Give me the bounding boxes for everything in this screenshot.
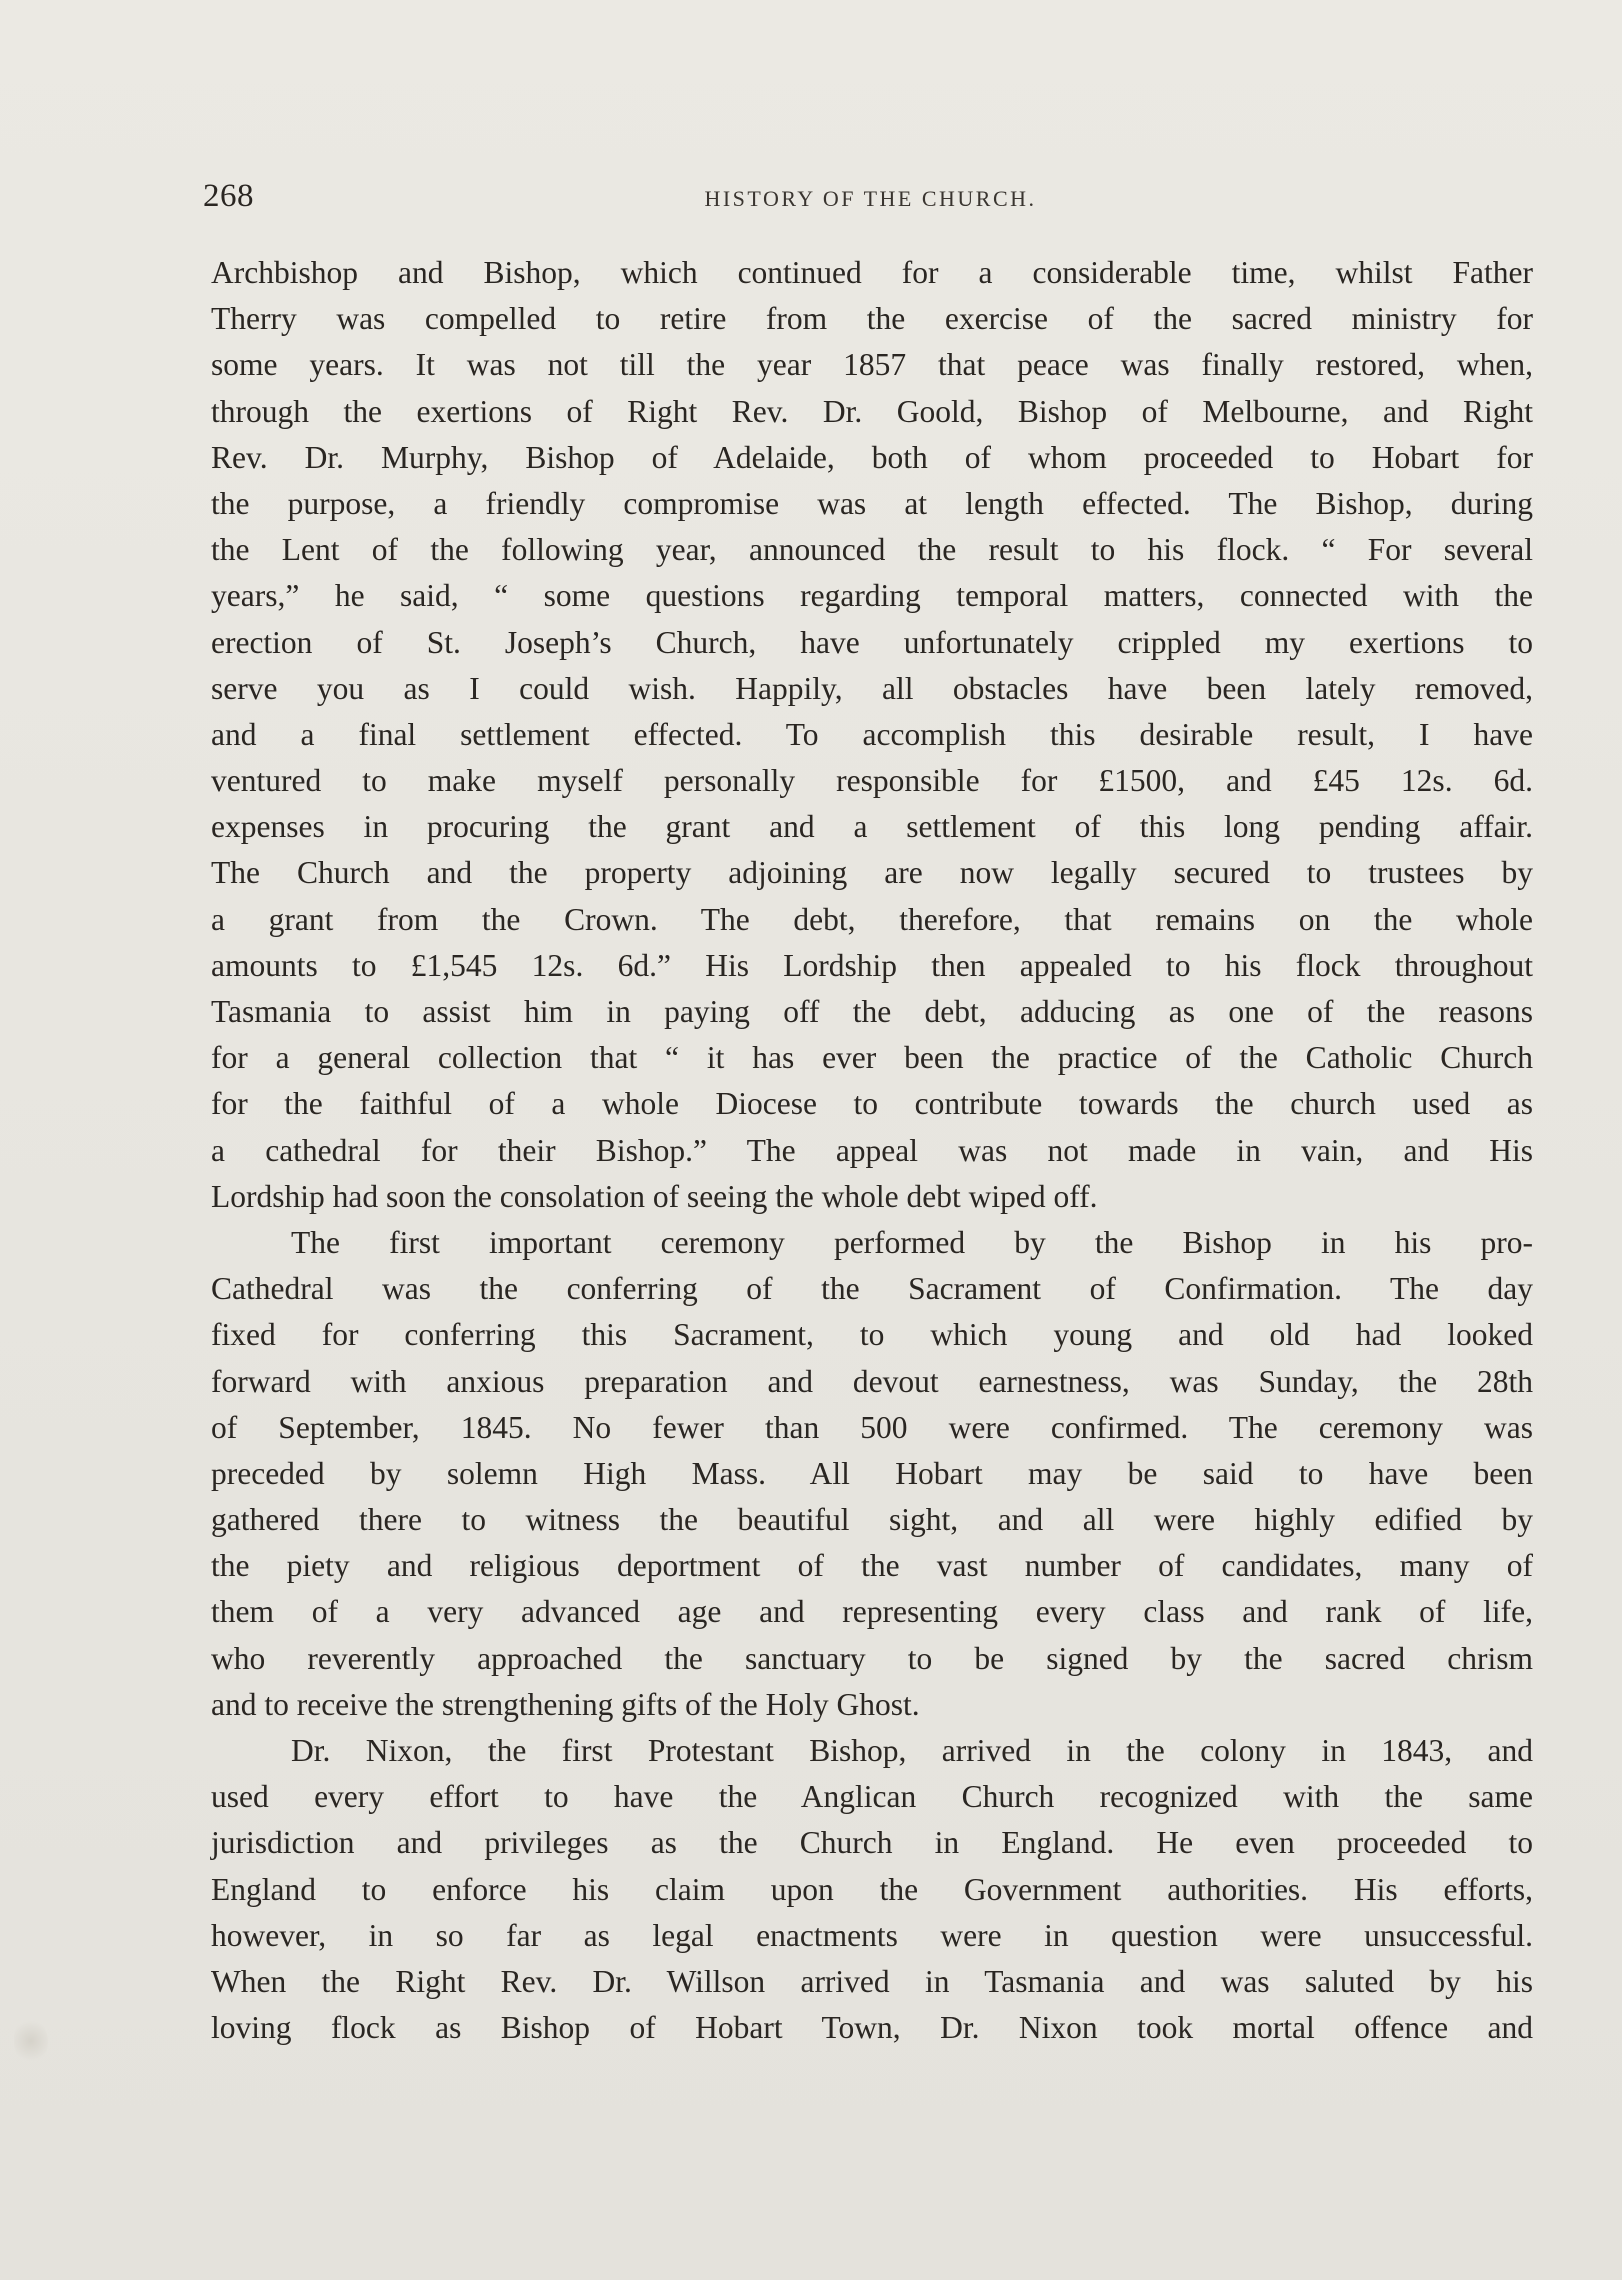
text-line: and a final settlement effected. To accomplish this desirable result, I have bbox=[211, 716, 1533, 752]
text-line: The first important ceremony performed by the Bishop in his pro- bbox=[291, 1224, 1533, 1260]
text-line: however, in so far as legal enactments were in question were unsuccessful. bbox=[211, 1917, 1533, 1953]
text-line: of September, 1845. No fewer than 500 were confirmed. The ceremony was bbox=[211, 1409, 1533, 1445]
text-line: the piety and religious deportment of the vast number of candidates, many of bbox=[211, 1548, 1533, 1584]
text-line: preceded by solemn High Mass. All Hobart may be said to have been bbox=[211, 1455, 1533, 1491]
text-line: Cathedral was the conferring of the Sacrament of Confirmation. The day bbox=[211, 1271, 1533, 1307]
text-line: the Lent of the following year, announced the result to his flock. “ For several bbox=[211, 532, 1533, 568]
text-line: for a general collection that “ it has ever been the practice of the Catholic Church bbox=[211, 1040, 1533, 1076]
text-line: the purpose, a friendly compromise was at length effected. The Bishop, during bbox=[211, 485, 1533, 521]
text-line: years,” he said, “ some questions regarding temporal matters, connected with the bbox=[211, 578, 1533, 614]
running-head: HISTORY OF THE CHURCH. bbox=[704, 186, 1037, 211]
text-line: amounts to £1,545 12s. 6d.” His Lordship then appealed to his flock throughout bbox=[211, 947, 1533, 983]
text-line: Archbishop and Bishop, which continued for a considerable time, whilst Father bbox=[211, 255, 1533, 290]
page-header bbox=[203, 178, 1538, 222]
text-line: for the faithful of a whole Diocese to contribute towards the church used as bbox=[211, 1086, 1533, 1122]
text-line: serve you as I could wish. Happily, all obstacles have been lately removed, bbox=[211, 670, 1533, 706]
text-line: Therry was compelled to retire from the exercise of the sacred ministry for bbox=[211, 301, 1533, 337]
text-line: a grant from the Crown. The debt, therefore, that remains on the whole bbox=[211, 901, 1533, 937]
text-line: a cathedral for their Bishop.” The appeal was not made in vain, and His bbox=[211, 1132, 1533, 1168]
text-line: The Church and the property adjoining are now legally secured to trustees by bbox=[211, 855, 1533, 891]
text-line: who reverently approached the sanctuary to be signed by the sacred chrism bbox=[211, 1640, 1533, 1676]
body-text bbox=[211, 250, 1533, 2051]
text-line: gathered there to witness the beautiful sight, and all were highly edified by bbox=[211, 1502, 1533, 1538]
text-line: and to receive the strengthening gifts of the Holy Ghost. bbox=[211, 1686, 920, 1722]
text-line: through the exertions of Right Rev. Dr. Goold, Bishop of Melbourne, and Right bbox=[211, 393, 1533, 429]
text-line: Rev. Dr. Murphy, Bishop of Adelaide, both of whom proceeded to Hobart for bbox=[211, 439, 1533, 475]
text-line: some years. It was not till the year 1857 that peace was finally restored, when, bbox=[211, 347, 1533, 383]
text-line: Tasmania to assist him in paying off the debt, adducing as one of the reasons bbox=[211, 994, 1533, 1029]
text-line: expenses in procuring the grant and a settlement of this long pending affair. bbox=[211, 809, 1533, 845]
text-line: England to enforce his claim upon the Government authorities. His efforts, bbox=[211, 1871, 1533, 1907]
text-line: Lordship had soon the consolation of seeing the whole debt wiped off. bbox=[211, 1178, 1098, 1214]
text-line: forward with anxious preparation and devout earnestness, was Sunday, the 28th bbox=[211, 1363, 1533, 1399]
text-line: erection of St. Joseph’s Church, have unfortunately crippled my exertions to bbox=[211, 624, 1533, 660]
text-line: ventured to make myself personally responsible for £1500, and £45 12s. 6d. bbox=[211, 763, 1533, 799]
text-line: Dr. Nixon, the first Protestant Bishop, arrived in the colony in 1843, and bbox=[291, 1733, 1533, 1768]
text-line: jurisdiction and privileges as the Church in England. He even proceeded to bbox=[211, 1825, 1533, 1861]
text-line: loving flock as Bishop of Hobart Town, Dr. Nixon took mortal offence and bbox=[211, 2010, 1533, 2046]
paper-blemish bbox=[14, 2018, 48, 2064]
page-number: 268 bbox=[203, 178, 254, 214]
text-line: When the Right Rev. Dr. Willson arrived in Tasmania and was saluted by his bbox=[211, 1963, 1533, 1999]
text-line: fixed for conferring this Sacrament, to which young and old had looked bbox=[211, 1317, 1533, 1353]
text-line: used every effort to have the Anglican Church recognized with the same bbox=[211, 1779, 1533, 1815]
text-line: them of a very advanced age and representing every class and rank of life, bbox=[211, 1594, 1533, 1630]
